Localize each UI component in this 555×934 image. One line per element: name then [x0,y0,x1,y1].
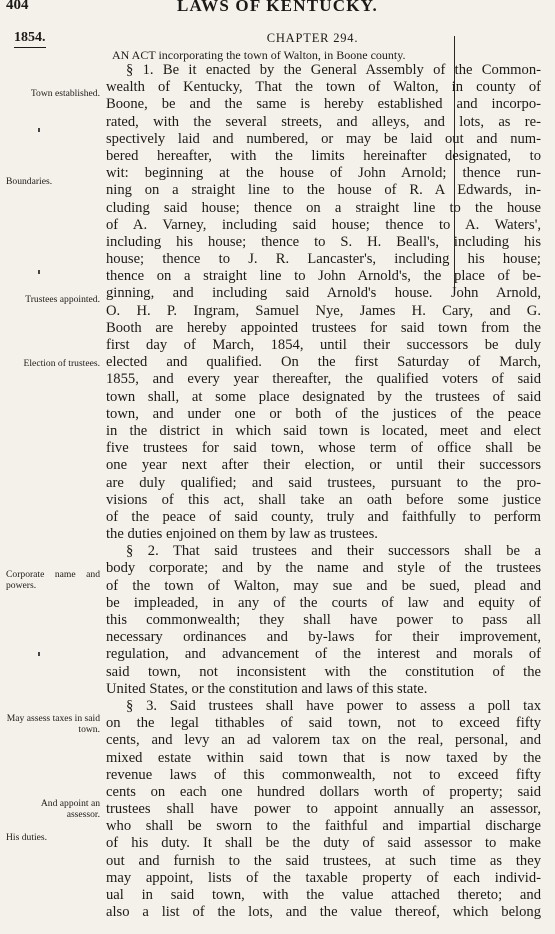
body-line: rated, with the several streets, and alleys, and lots, as re- [106,113,541,130]
margin-note-may-assess-taxes: May assess taxes in said town. [6,713,100,735]
body-line: said town, not inconsistent with the constitution of the [106,663,541,680]
body-line: of the town of Walton, may sue and be sued, plead and [106,577,541,594]
body-line: body corporate; and by the name and style of the trustees [106,560,541,577]
body-line: ual in said town, with the value attached thereto; and [106,887,541,903]
body-line: house; thence to J. R. Lancaster's, including his house; [106,251,541,268]
body-line: 1855, and every year thereafter, the qualified voters of said [106,371,541,388]
margin-mark [38,652,40,656]
running-title: LAWS OF KENTUCKY. [177,0,378,15]
body-line: United States, or the constitution and laws of this state. [106,680,428,697]
margin-mark [38,128,40,132]
body-text [106,62,541,921]
page-header [0,0,555,20]
margin-note-his-duties: His duties. [6,832,48,843]
body-line: cluding said house; thence on a straight line to the house [106,199,541,216]
body-line: wealth of Kentucky, That the town of Walton, in county of [106,79,541,96]
body-line: on the legal tithables of said town, not to exceed fifty [106,715,541,732]
body-line: are duly qualified; and said trustees, pursuant to the pro- [106,474,541,491]
body-line: out and furnish to the said trustees, at such time as they [106,852,541,869]
body-line: cents, and levy an ad valorem tax on the real, personal, and [106,732,541,749]
body-line: visions of this act, shall take an oath before some justice [106,491,541,508]
body-line: in the district in which said town is located, meet and elect [106,422,541,439]
margin-note-trustees-appointed: Trustees appointed. [25,294,100,305]
body-line: of A. Varney, including said house; thence to A. Waters', [106,216,541,233]
margin-note-election-of-trustees: Election of trustees. [23,358,100,369]
body-line: wit: beginning at the house of John Arnold; thence run- [106,165,541,182]
body-line: spectively laid and numbered, or may be laid out and num- [106,130,541,147]
body-line: may appoint, lists of the taxable property of each individ- [106,869,541,886]
body-line: ginning, and including said Arnold's house. John Arnold, [106,285,541,302]
chapter-heading: CHAPTER 294. [266,31,359,45]
body-line: this commonwealth; they shall have power to pass all [106,612,541,628]
body-line: O. H. P. Ingram, Samuel Nye, James H. Cary, and G. [106,302,541,319]
margin-note-boundaries: Boundaries. [6,176,53,187]
margin-note-corporate-name: Corporate name and powers. [6,569,100,591]
year-label: 1854. [14,30,46,48]
body-line: who shall be sworn to the faithful and impartial discharge [106,818,541,835]
body-line: § 1. Be it enacted by the General Assembly of the Common- [126,62,541,78]
body-line: one year next after their election, or until their successors [106,457,541,474]
body-line: Boone, be and the same is hereby established and incorpo- [106,96,541,113]
body-line: the duties enjoined on them by law as trustees. [106,526,378,543]
body-line: of his duty. It shall be the duty of said assessor to make [106,835,541,852]
page-number: 404 [6,0,29,13]
body-line: mixed estate within said town that is now taxed by the [106,749,541,766]
body-line: revenue laws of this commonwealth, not to exceed fifty [106,766,541,783]
body-line: be impleaded, in any of the courts of law and equity of [106,594,541,611]
body-line: including his house; thence to S. H. Beall's, including his [106,233,541,250]
body-line: town, and under one or both of the justices of the peace [106,405,541,422]
body-line: Booth are hereby appointed trustees for said town from the [106,319,541,336]
body-line: bered hereafter, with the limits hereinafter designated, to [106,147,541,164]
margin-note-town-established: Town established. [30,88,100,99]
body-line: five trustees for said town, whose term of office shall be [106,440,541,457]
body-line: necessary ordinances and by-laws for their improvement, [106,629,541,646]
body-line: elected and qualified. On the first Saturday of March, [106,354,541,371]
body-line: regulation, and advancement of the interest and morals of [106,646,541,663]
body-line: town shall, at some place designated by the trustees of said [106,388,541,405]
body-line: of the peace of said county, truly and faithfully to perform [106,508,541,525]
margin-note-appoint-assessor: And appoint an assessor. [40,798,100,820]
body-line: § 3. Said trustees shall have power to assess a poll tax [126,697,541,714]
margin-mark [38,270,40,274]
body-line: first day of March, 1854, until their successors be duly [106,337,541,353]
body-line: also a list of the lots, and the value thereof, which belong [106,904,541,921]
body-line: cents on each one hundred dollars worth of property; said [106,783,541,800]
body-line: trustees shall have power to appoint annually an assessor, [106,801,541,818]
body-line: thence on a straight line to John Arnold's, the place of be- [106,268,541,285]
body-line: ning on a straight line to the house of R. A Edwards, in- [106,182,541,199]
act-title: AN ACT incorporating the town of Walton, in Boone county. [112,48,406,62]
body-line: § 2. That said trustees and their successors shall be a [126,543,541,560]
